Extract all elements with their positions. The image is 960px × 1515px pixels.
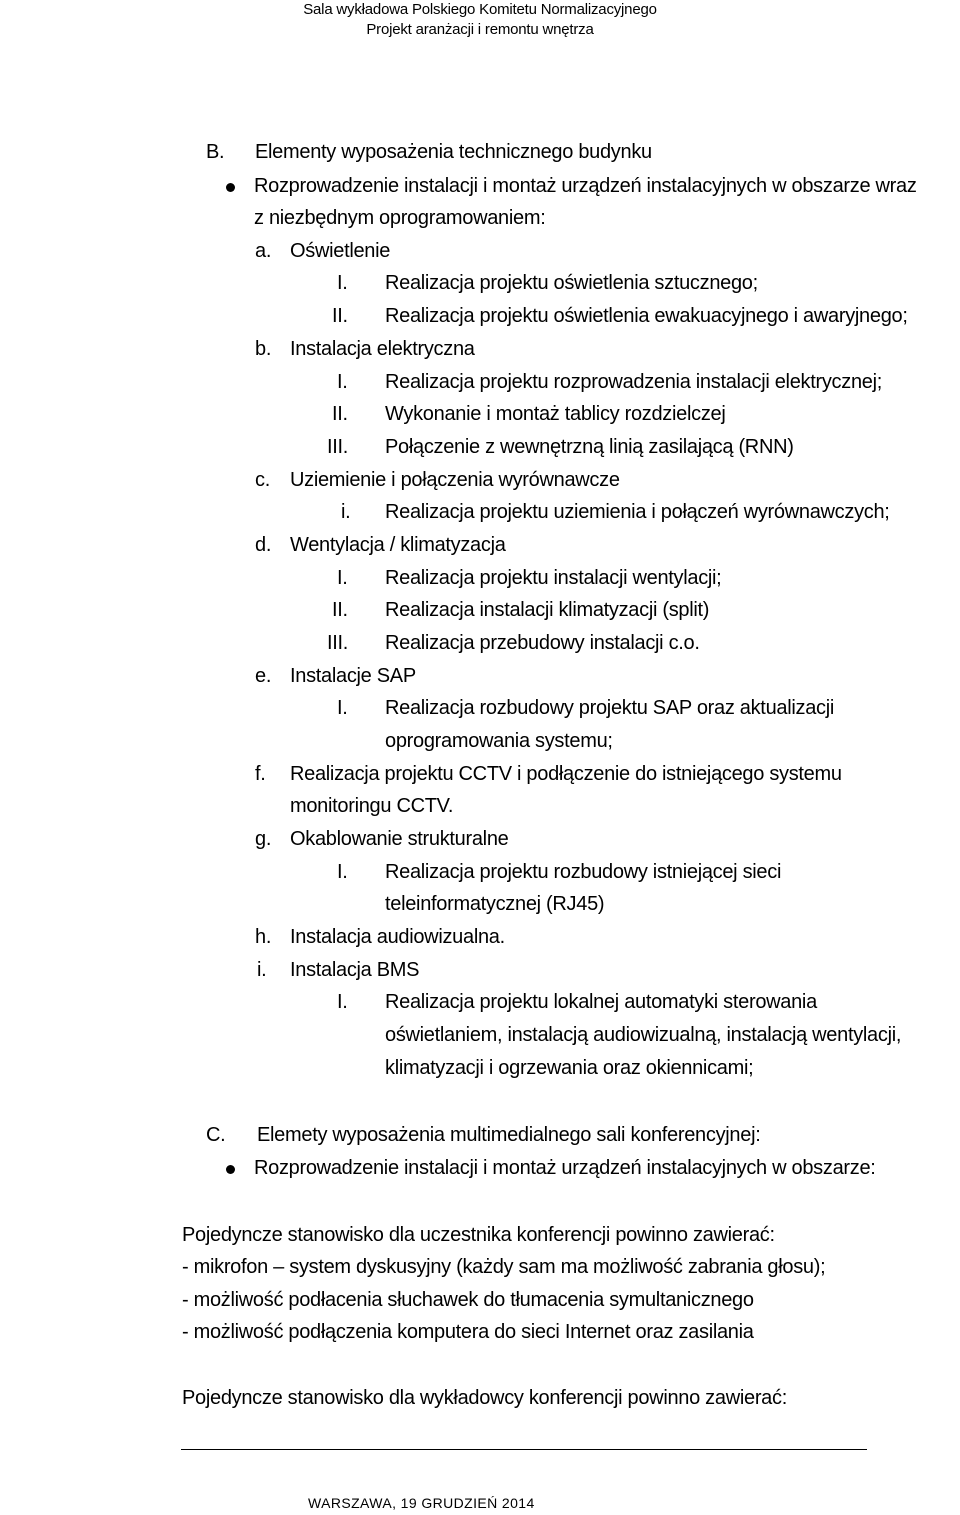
- item-e-1-line2: oprogramowania systemu;: [385, 730, 613, 752]
- item-h-marker: h.: [255, 926, 272, 948]
- lecturer-heading: Pojedyncze stanowisko dla wykładowcy konferencji powinno zawierać:: [182, 1387, 787, 1409]
- item-i-1-num: I.: [337, 991, 348, 1013]
- header-subtitle: Projekt aranżacji i remontu wnętrza: [366, 21, 594, 38]
- item-c-1-num: i.: [341, 501, 351, 523]
- item-b-3-text: Połączenie z wewnętrzną linią zasilającą (RNN): [385, 436, 794, 458]
- item-b-label: Instalacja elektryczna: [290, 338, 475, 360]
- item-h-label: Instalacja audiowizualna.: [290, 926, 505, 948]
- section-c-title: Elemety wyposażenia multimedialnego sali konferencyjnej:: [257, 1124, 761, 1146]
- item-b-1-text: Realizacja projektu rozprowadzenia instalacji elektrycznej;: [385, 371, 882, 393]
- item-e-marker: e.: [255, 665, 272, 687]
- item-a-2-text: Realizacja projektu oświetlenia ewakuacyjnego i awaryjnego;: [385, 305, 908, 327]
- item-d-3-num: III.: [327, 632, 349, 654]
- participant-heading: Pojedyncze stanowisko dla uczestnika konferencji powinno zawierać:: [182, 1224, 775, 1246]
- item-f-marker: f.: [255, 763, 266, 785]
- section-b-bullet-line2: z niezbędnym oprogramowaniem:: [254, 207, 546, 229]
- participant-item-1: - mikrofon – system dyskusyjny (każdy sam ma możliwość zabrania głosu);: [182, 1256, 826, 1278]
- item-c-label: Uziemienie i połączenia wyrównawcze: [290, 469, 620, 491]
- item-i-1-line1: Realizacja projektu lokalnej automatyki sterowania: [385, 991, 817, 1013]
- bullet-icon: [226, 183, 235, 192]
- item-a-2-num: II.: [332, 305, 348, 327]
- item-a-1-num: I.: [337, 272, 348, 294]
- item-c-marker: c.: [255, 469, 270, 491]
- item-d-1-num: I.: [337, 567, 348, 589]
- section-b-marker: B.: [206, 141, 225, 163]
- footer-date: WARSZAWA, 19 GRUDZIEŃ 2014: [308, 1495, 535, 1511]
- item-d-3-text: Realizacja przebudowy instalacji c.o.: [385, 632, 700, 654]
- item-b-2-num: II.: [332, 403, 348, 425]
- item-i-1-line2: oświetlaniem, instalacją audiowizualną, instalacją wentylacji,: [385, 1024, 902, 1046]
- item-b-marker: b.: [255, 338, 272, 360]
- item-a-marker: a.: [255, 240, 272, 262]
- footer-divider: [181, 1449, 867, 1450]
- item-i-label: Instalacja BMS: [290, 959, 420, 981]
- item-g-label: Okablowanie strukturalne: [290, 828, 509, 850]
- item-e-1-line1: Realizacja rozbudowy projektu SAP oraz aktualizacji: [385, 697, 835, 719]
- item-d-marker: d.: [255, 534, 272, 556]
- item-a-label: Oświetlenie: [290, 240, 391, 262]
- participant-item-3: - możliwość podłączenia komputera do sieci Internet oraz zasilania: [182, 1321, 754, 1343]
- item-d-2-text: Realizacja instalacji klimatyzacji (split): [385, 599, 710, 621]
- section-b-title: Elementy wyposażenia technicznego budynku: [255, 141, 652, 163]
- header-title: Sala wykładowa Polskiego Komitetu Normalizacyjnego: [303, 1, 657, 18]
- section-c-marker: C.: [206, 1124, 226, 1146]
- item-e-1-num: I.: [337, 697, 348, 719]
- item-c-1-text: Realizacja projektu uziemienia i połączeń wyrównawczych;: [385, 501, 890, 523]
- page-header: [0, 0, 960, 40]
- item-i-marker: i.: [257, 959, 267, 981]
- item-a-1-text: Realizacja projektu oświetlenia sztucznego;: [385, 272, 758, 294]
- item-f-line1: Realizacja projektu CCTV i podłączenie do istniejącego systemu: [290, 763, 842, 785]
- item-b-3-num: III.: [327, 436, 349, 458]
- item-g-1-num: I.: [337, 861, 348, 883]
- item-i-1-line3: klimatyzacji i ogrzewania oraz okiennicami;: [385, 1057, 754, 1079]
- item-g-marker: g.: [255, 828, 272, 850]
- item-d-2-num: II.: [332, 599, 348, 621]
- bullet-icon: [226, 1165, 235, 1174]
- item-f-line2: monitoringu CCTV.: [290, 795, 454, 817]
- item-g-1-line2: teleinformatycznej (RJ45): [385, 893, 605, 915]
- item-g-1-line1: Realizacja projektu rozbudowy istniejącej sieci: [385, 861, 782, 883]
- item-d-label: Wentylacja / klimatyzacja: [290, 534, 506, 556]
- section-c-bullet-line1: Rozprowadzenie instalacji i montaż urządzeń instalacyjnych w obszarze:: [254, 1157, 876, 1179]
- section-b-bullet-line1: Rozprowadzenie instalacji i montaż urządzeń instalacyjnych w obszarze wraz: [254, 175, 917, 197]
- item-d-1-text: Realizacja projektu instalacji wentylacji;: [385, 567, 722, 589]
- item-b-2-text: Wykonanie i montaż tablicy rozdzielczej: [385, 403, 726, 425]
- participant-item-2: - możliwość podłacenia słuchawek do tłumacenia symultanicznego: [182, 1289, 754, 1311]
- item-e-label: Instalacje SAP: [290, 665, 416, 687]
- item-b-1-num: I.: [337, 371, 348, 393]
